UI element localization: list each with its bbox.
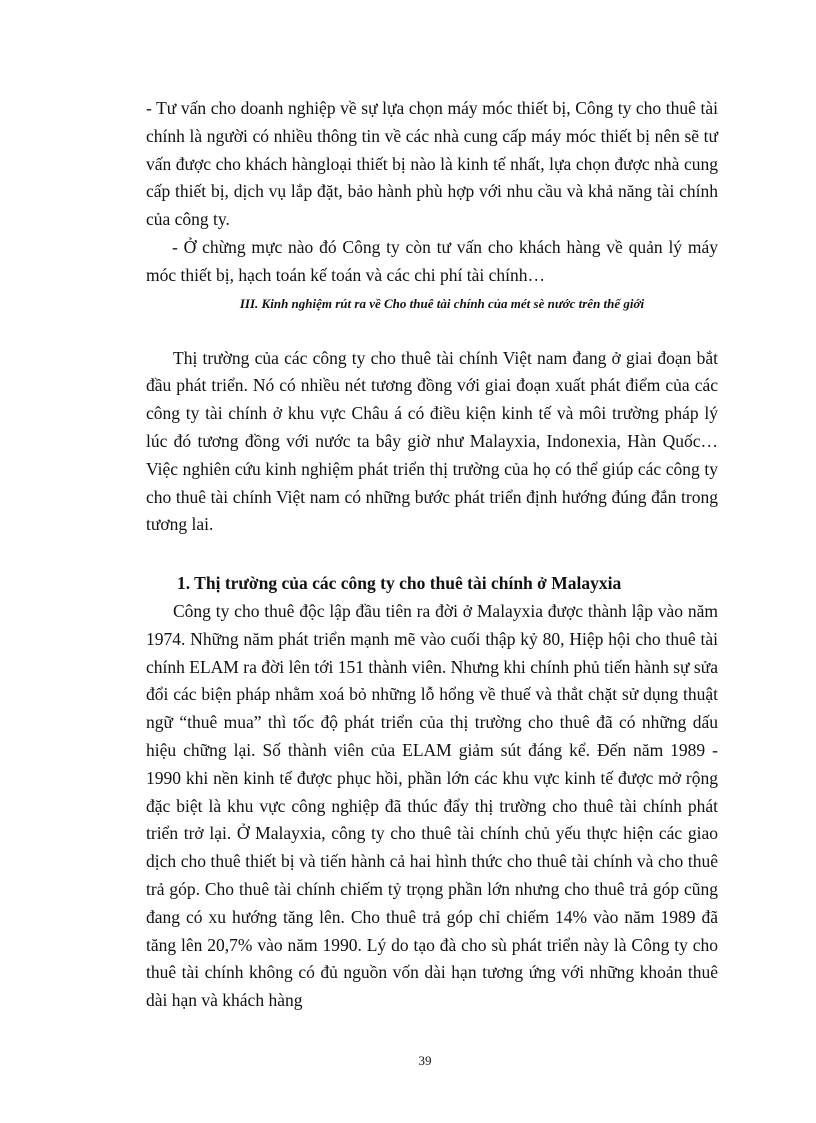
paragraph-consulting-equipment: - Tư vấn cho doanh nghiệp về sự lựa chọn máy móc thiết bị, Công ty cho thuê tài chính là người có nhiều thông tin về các nhà cung cấp máy móc thiết bị nên sẽ tư vấn được cho khách hàngloại thiết bị nào là kinh tế nhất, lựa chọn được nhà cung cấp thiết bị, dịch vụ lắp đặt, bảo hành phù hợp với nhu cầu và khả năng tài chính của công ty. bbox=[146, 98, 718, 230]
page-body bbox=[146, 95, 718, 1015]
section-heading: III. Kinh nghiệm rút ra về Cho thuê tài chính của mét sè nước trên thế giới bbox=[239, 295, 645, 311]
blank-line bbox=[146, 315, 718, 345]
page-number: 39 bbox=[418, 1053, 432, 1068]
blank-line bbox=[146, 539, 718, 570]
subsection-heading: 1. Thị trường của các công ty cho thuê tài chính ở Malayxia bbox=[177, 573, 622, 594]
paragraph-intro: Thị trường của các công ty cho thuê tài chính Việt nam đang ở giai đoạn bắt đầu phát triển. Nó có nhiều nét tương đồng với giai đoạn xuất phát điểm của các công ty tài chính ở khu vực Châu á có điều kiện kinh tế và môi trường pháp lý lúc đó tương đồng với nước ta bây giờ như Malayxia, Indonexia, Hàn Quốc…Việc nghiên cứu kinh nghiệm phát triển thị trường của họ có thể giúp các công ty cho thuê tài chính Việt nam có những bước phát triển định hướng đúng đắn trong tương lai. bbox=[146, 347, 718, 535]
paragraph-consulting-management: - Ở chừng mực nào đó Công ty còn tư vấn cho khách hàng về quản lý máy móc thiết bị, hạch toán kế toán và các chi phí tài chính… bbox=[146, 236, 718, 285]
paragraph-malaysia: Công ty cho thuê độc lập đầu tiên ra đời ở Malayxia được thành lập vào năm 1974. Những năm phát triển mạnh mẽ vào cuối thập kỷ 80, Hiệp hội cho thuê tài chính ELAM ra đời lên tới 151 thành viên. Nhưng khi chính phủ tiến hành sự sửa đổi các biện pháp nhằm xoá bỏ những lỗ hổng về thuế và thắt chặt sử dụng thuật ngữ “thuê mua” thì tốc độ phát triển của thị trường cho thuê đã có những dấu hiệu chững lại. Số thành viên của ELAM giảm sút đáng kể. Đến năm 1989 - 1990 khi nền kinh tế được phục hồi, phần lớn các khu vực kinh tế được mở rộng đặc biệt là khu vực công nghiệp đã thúc đẩy thị trường cho thuê tài chính phát triển trở lại. Ở Malayxia, công ty cho thuê tài chính chủ yếu thực hiện các giao dịch cho thuê thiết bị và tiến hành cả hai hình thức cho thuê tài chính và cho thuê trả góp. Cho thuê tài chính chiếm tỷ trọng phần lớn nhưng cho thuê trả góp cũng đang có xu hướng tăng lên. Cho thuê trả góp chỉ chiếm 14% vào năm 1989 đã tăng lên 20,7% vào năm 1990. Lý do tạo đà cho sù phát triển này là Công ty cho thuê tài chính không có đủ nguồn vốn dài hạn tương ứng với những khoản thuê dài hạn và khách hàng bbox=[146, 600, 718, 1011]
